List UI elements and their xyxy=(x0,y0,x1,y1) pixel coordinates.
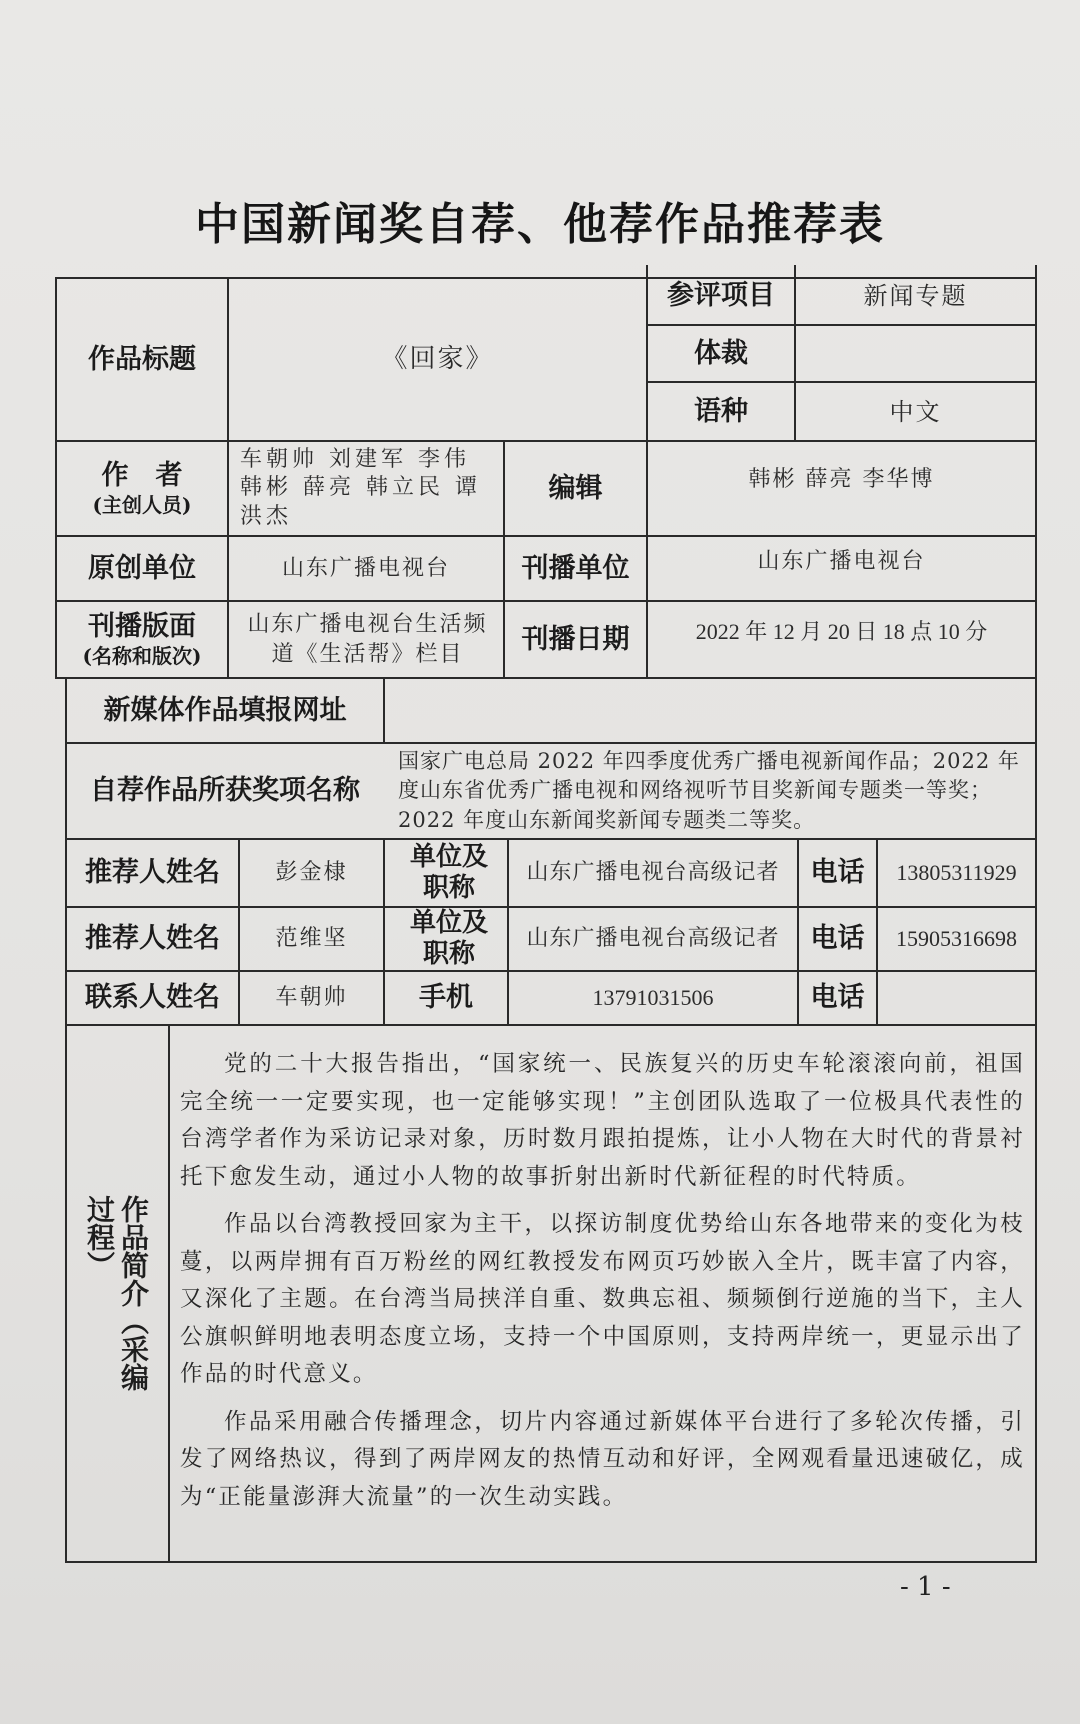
contact-phone xyxy=(878,972,1035,1024)
recommender-2-title-label: 单位及职称 xyxy=(409,907,488,969)
contact-mobile: 13791031506 xyxy=(592,985,714,1011)
author-sublabel: (主创人员) xyxy=(92,492,192,517)
language-value: 中文 xyxy=(889,397,942,426)
author-value: 车朝帅 刘建军 李伟 韩彬 薛亮 韩立民 谭洪杰 xyxy=(240,446,481,529)
work-title-value: 《回家》 xyxy=(381,344,494,375)
layout-value: 山东广播电视台生活频道《生活帮》栏目 xyxy=(247,611,488,667)
layout-label: 刊播版面 xyxy=(88,611,196,643)
contact-mobile-label: 手机 xyxy=(419,982,473,1014)
recommender-2-title: 山东广播电视台高级记者 xyxy=(526,926,780,952)
language-label: 语种 xyxy=(694,395,748,427)
genre-value xyxy=(796,326,1035,381)
publish-date-label: 刊播日期 xyxy=(521,623,630,655)
editor-label: 编辑 xyxy=(548,472,603,504)
category-value: 新闻专题 xyxy=(863,281,968,310)
layout-label-cell xyxy=(57,602,227,677)
category-label: 参评项目 xyxy=(667,279,775,311)
awards-label: 自荐作品所获奖项名称 xyxy=(90,775,360,807)
recommender-1-name-label: 推荐人姓名 xyxy=(85,857,220,889)
document-title: 中国新闻奖自荐、他荐作品推荐表 xyxy=(195,199,885,250)
new-media-url-label: 新媒体作品填报网址 xyxy=(103,694,347,726)
author-label-cell xyxy=(57,442,227,535)
intro-paragraph-3: 作品采用融合传播理念，切片内容通过新媒体平台进行了多轮次传播，引发了网络热议，得到了两岸网友的热情互动和好评，全网观看量迅速破亿，成为“正能量澎湃大流量”的一次生动实践。 xyxy=(180,1408,1025,1510)
recommender-2-name-label: 推荐人姓名 xyxy=(85,923,220,955)
contact-name-label: 联系人姓名 xyxy=(85,982,220,1014)
publish-unit-value: 山东广播电视台 xyxy=(757,549,926,575)
genre-label: 体裁 xyxy=(694,337,748,369)
table-border xyxy=(1035,265,1037,1563)
awards-value: 国家广电总局 2022 年四季度优秀广播电视新闻作品；2022 年度山东省优秀广播电视和网络视听节目奖新闻专题类一等奖；2022 年度山东新闻奖新闻专题类二等奖。 xyxy=(398,748,1020,832)
recommender-1-phone-label: 电话 xyxy=(810,857,865,889)
original-unit-label: 原创单位 xyxy=(88,552,196,584)
editor-value: 韩彬 薛亮 李华博 xyxy=(748,467,935,493)
work-title-label: 作品标题 xyxy=(88,343,196,375)
layout-sublabel: (名称和版次) xyxy=(82,643,202,668)
author-label: 作 者 xyxy=(101,460,183,492)
publish-date-value: 2022 年 12 月 20 日 18 点 10 分 xyxy=(695,619,988,645)
recommender-2-name: 范维坚 xyxy=(275,926,348,952)
page-number: - 1 - xyxy=(900,1572,951,1602)
publish-unit-label: 刊播单位 xyxy=(521,552,630,584)
new-media-url-value xyxy=(385,679,1035,742)
recommender-2-phone-label: 电话 xyxy=(810,923,865,955)
intro-text xyxy=(180,1046,1025,1526)
col-line xyxy=(168,1024,170,1563)
intro-paragraph-1: 党的二十大报告指出，“国家统一、民族复兴的历史车轮滚滚向前，祖国完全统一一定要实现，也一定能够实现！”主创团队选取了一位极具代表性的台湾学者作为采访记录对象，历时数月跟拍提炼，让小人物在大时代的背景衬托下愈发生动，通过小人物的故事折射出新时代新征程的时代特质。 xyxy=(180,1051,1025,1190)
original-unit-value: 山东广播电视台 xyxy=(281,555,450,581)
recommender-2-phone: 15905316698 xyxy=(896,926,1017,952)
recommender-1-title: 山东广播电视台高级记者 xyxy=(526,860,780,886)
row-line xyxy=(65,1024,1037,1026)
recommender-1-phone: 13805311929 xyxy=(896,860,1017,886)
contact-phone-label: 电话 xyxy=(810,982,865,1014)
intro-paragraph-2: 作品以台湾教授回家为主干，以探访制度优势给山东各地带来的变化为枝蔓，以两岸拥有百万粉丝的网红教授发布网页巧妙嵌入全片，既丰富了内容，又深化了主题。在台湾当局挟洋自重、数典忘祖、频频倒行逆施的当下，主人公旗帜鲜明地表明态度立场，支持一个中国原则，支持两岸统一，更显示出了作品的时代意义。 xyxy=(180,1211,1025,1387)
table-border xyxy=(65,1561,1037,1563)
contact-name: 车朝帅 xyxy=(275,985,348,1011)
intro-label: 作品简介（采编过程） xyxy=(83,1195,150,1391)
recommender-1-title-label: 单位及职称 xyxy=(409,841,488,903)
recommender-1-name: 彭金棣 xyxy=(275,860,348,886)
